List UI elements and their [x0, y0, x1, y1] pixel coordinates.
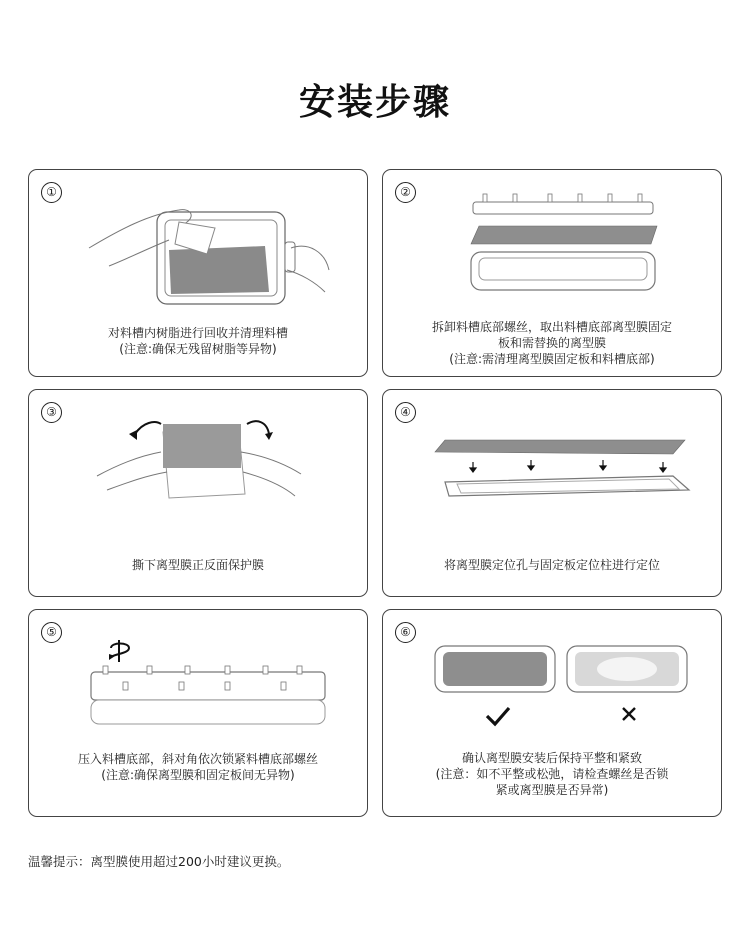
step-illustration-peel-film [29, 390, 369, 540]
cross-icon [623, 708, 635, 720]
step-number: ② [395, 182, 416, 203]
step-card-1 [28, 169, 368, 377]
step-card-5 [28, 609, 368, 817]
step-caption: 撕下离型膜正反面保护膜 [131, 558, 264, 572]
step-card-6 [382, 609, 722, 817]
step-illustration-positioning [383, 390, 723, 540]
step-card-2 [382, 169, 722, 377]
step-number: ⑥ [395, 622, 416, 643]
step-card-4 [382, 389, 722, 597]
step-number: ④ [395, 402, 416, 423]
step-card-3 [28, 389, 368, 597]
step-number: ⑤ [41, 622, 62, 643]
page-title: 安装步骤 [298, 82, 451, 123]
step-caption: 将离型膜定位孔与固定板定位柱进行定位 [443, 558, 660, 572]
step-caption: 拆卸料槽底部螺丝，取出料槽底部离型膜固定 板和需替换的离型膜 (注意:需清理离型膜固定板和料槽底部) [431, 320, 672, 366]
step-illustration-disassembly [383, 170, 723, 320]
step-number: ③ [41, 402, 62, 423]
rotate-arrow-icon [109, 640, 129, 662]
step-caption: 压入料槽底部，斜对角依次锁紧料槽底部螺丝 (注意:确保离型膜和固定板间无异物) [77, 752, 318, 782]
step-illustration-install-screws [29, 610, 369, 760]
step-caption: 确认离型膜安装后保持平整和紧致 (注意：如不平整或松弛，请检查螺丝是否锁 紧或离型膜是否异常) [435, 751, 669, 797]
step-illustration-check-result [383, 610, 723, 760]
step-number: ① [41, 182, 62, 203]
down-arrow-icon [470, 460, 666, 472]
step-caption: 对料槽内树脂进行回收并清理料槽 (注意:确保无残留树脂等异物) [107, 326, 288, 356]
check-icon [487, 708, 509, 724]
footer-tip: 温馨提示：离型膜使用超过200小时建议更换。 [28, 854, 290, 869]
step-illustration-tank-cleaning [29, 170, 369, 320]
